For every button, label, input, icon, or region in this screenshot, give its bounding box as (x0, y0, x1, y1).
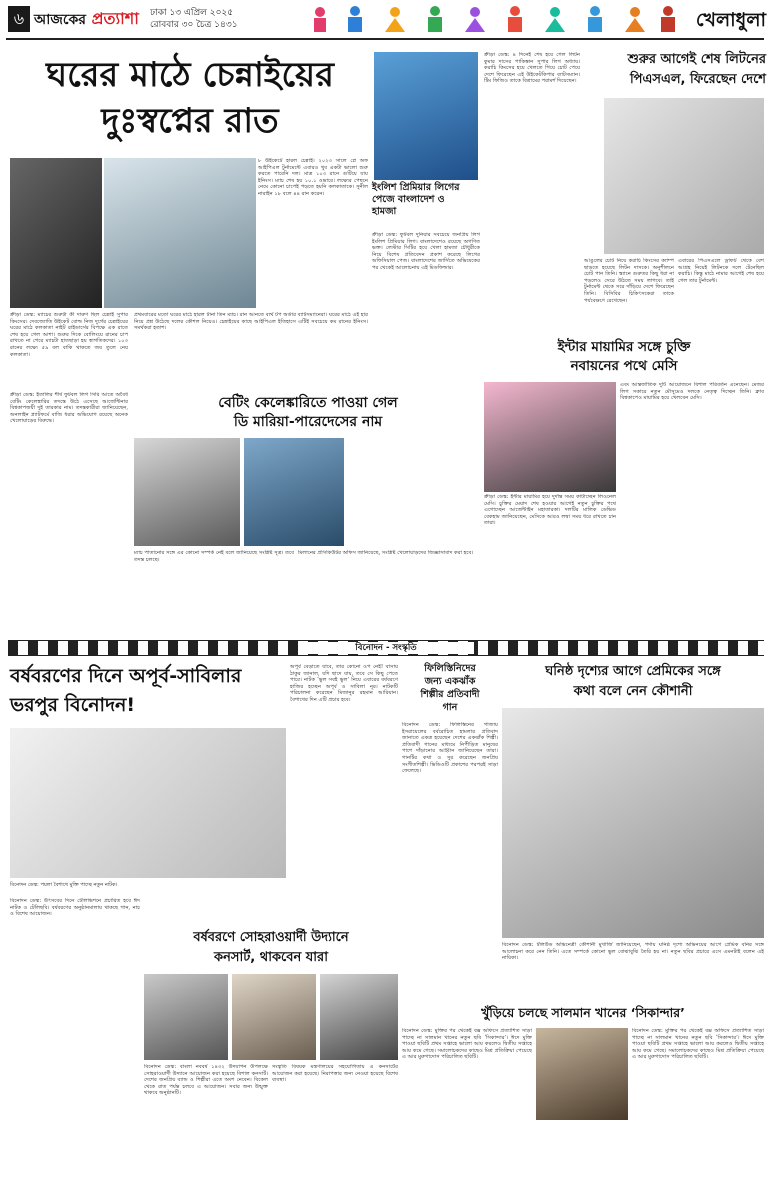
palestine-body: বিনোদন ডেস্ক: ফিলিস্তিনের গাজায় ইসরায়েলের বর্বরোচিত হামলার প্রতিবাদ জানাতে একত্র হয়েছেন দেশের একঝাঁক শিল্পী। প্রতিবাদী গানের মাধ্যমে নিপীড়িত মানুষের পাশে দাঁড়ানোর আহ্বান জানিয়েছেন তারা। গানটির কথা ও সুর করেছেন জনপ্রিয় সংগীতশিল্পী। ভিডিওটি প্রকাশের পরপরই সাড়া ফেলেছে। (402, 722, 498, 775)
liton-photo (604, 98, 764, 254)
koushani-headline-line-2: কথা বলে নেন কৌশানী (573, 684, 693, 699)
palestine-headline-line-1: ফিলিস্তিনিদের (424, 663, 476, 674)
apurba-sabila-photo (10, 728, 286, 878)
hamza-photo (374, 52, 478, 180)
sikandar-headline: খুঁড়িয়ে চলছে সালমান খানের ‘সিকান্দার’ (481, 1005, 685, 1020)
epl-body: ক্রীড়া ডেস্ক: ফুটবল দুনিয়ার সবচেয়ে জনপ্রিয় লিগ ইংলিশ প্রিমিয়ার লিগ। বাংলাদেশেও রয়েছে অগণিত ভক্ত। লেস্টার সিটির হয়ে খেলা হামজা চৌধুরীকে নিয়ে বিশেষ প্রতিবেদন প্রকাশ করেছে লিগের অফিসিয়াল পেজ। বাংলাদেশের জার্সিতে অভিষেকের পর থেকেই আলোচনায় এই মিডফিল্ডার। (372, 232, 480, 271)
palestine-headline-line-2: জন্য একঝাঁক (424, 676, 476, 687)
page-number: ৬ (13, 9, 25, 28)
masthead (0, 0, 770, 42)
liton-body: আঙুলের চোট নিয়ে করাচি কিংসের ক্যাম্প ছাড়তে হয়েছে লিটন দাসকে। অনুশীলনে চোট পান তিনি। স্ক্যানে গুরুতর কিছু ধরা না পড়লেও সেরে উঠতে সময় লাগবে। তাই টুর্নামেন্ট থেকে সরে দাঁড়িয়ে দেশে ফিরেছেন তিনি। বিসিবির চিকিৎসকেরা তাকে পর্যবেক্ষণে রেখেছেন। (584, 258, 674, 304)
messi-body-2: এবং আন্তর্জাতিক দুটি আয়োজনে বিশাল পরিবর্তন এনেছেন। মেজর লিগ সকারে নতুন মৌসুমেও দলকে নেতৃত্ব দিচ্ছেন তিনি। ক্লাব বিশ্বকাপেও মায়ামির হয়ে খেলবেন মেসি। (620, 382, 764, 402)
date-line-1: ঢাকা ১৩ এপ্রিল ২০২৫ (150, 8, 234, 18)
date-line-2: রোববার ৩০ চৈত্র ১৪৩১ (150, 20, 238, 30)
concert-artist-photo-2 (232, 974, 316, 1060)
koushani-body: বিনোদন ডেস্ক: টলিউড অভিনেত্রী কৌশানী মুখার্জি জানিয়েছেন, পর্দায় ঘনিষ্ঠ দৃশ্যে অভিনয়ের আগে প্রেমিক বনির সঙ্গে আলোচনা করে নেন তিনি। এতে সম্পর্কে কোনো ভুল বোঝাবুঝি তৈরি হয় না। নতুন ছবির প্রচারে এসে এমনটাই বলেন এই নায়িকা। (502, 942, 764, 962)
paper-logo (34, 6, 144, 32)
palestine-headline-line-3: শিল্পীর প্রতিবাদী (420, 689, 480, 700)
salman-khan-photo (536, 1028, 628, 1120)
concert-artist-photo-3 (320, 974, 398, 1060)
epl-headline-line-1: ইংলিশ প্রিমিয়ার লিগের (372, 182, 460, 193)
koushani-headline-line-1: ঘনিষ্ঠ দৃশ্যের আগে প্রেমিকের সঙ্গে (545, 664, 721, 679)
liton-headline-line-1: শুরুর আগেই শেষ লিটনের (627, 52, 766, 67)
messi-headline-line-1: ইন্টার মায়ামির সঙ্গে চুক্তি (557, 339, 691, 355)
sikandar-body: বিনোদন ডেস্ক: মুক্তির পর থেকেই বক্স অফিসে প্রত্যাশিত সাড়া পাচ্ছে না সালমান খানের নতুন ছবি ‘সিকান্দার’। ঈদে মুক্তি পাওয়া ছবিটি প্রথম সপ্তাহে ভালো আয় করলেও দ্বিতীয় সপ্তাহে আয় কমে গেছে। সমালোচকদের কাছেও মিশ্র প্রতিক্রিয়া পেয়েছে এ আর মুরুগাদোস পরিচালিত ছবিটি। (402, 1028, 532, 1061)
sports-silhouettes-graphic (300, 2, 680, 36)
liton-headline (582, 50, 766, 96)
dimaria-paredes-photo (134, 438, 240, 546)
koushani-headline (502, 662, 764, 704)
section-title: খেলাধুলা (695, 9, 766, 31)
messi-body: ক্রীড়া ডেস্ক: ইন্টার মায়ামির হয়ে দুর্দান্ত সময় কাটাচ্ছেন লিওনেল মেসি। চুক্তির মেয়াদ শেষ হওয়ার আগেই নতুন চুক্তির পথে এগোচ্ছেন আর্জেন্টাইন মহাতারকা। দলটির মালিক ডেভিড বেকহাম জানিয়েছেন, মেসিকে আরও লম্বা সময় ধরে রাখতে চান তারা। (484, 494, 616, 527)
players-photo (244, 438, 344, 546)
lead-col2: ৮ উইকেটে হারল চেন্নাই। ২০২৩ সালে প্লে অফ আইপিএল টুর্নামেন্টে এবারও খুব একটা ভালো শুরু করতে পারেনি দল। মাত্র ১০৩ রানে গুটিয়ে যায় ইনিংস। ম্যাচ শেষ হয় ১০.১ ওভারে। লক্ষ্যের পেছনে নেমে কোনো চাপেই পড়তে হয়নি কলকাতাকে। সুনীল নারাইন ১৮ বলে ৪৪ রান করেন। (258, 158, 368, 197)
betting-col2: ম্যাচ পাতানোর সঙ্গে এর কোনো সম্পর্ক নেই বলে জানিয়েছে সংশ্লিষ্ট সূত্র। তবে তদন্ত চলছে। (134, 550, 294, 563)
liton-body-left: ক্রীড়া ডেস্ক: ৪ দিনেই শেষ হয়ে গেল লিটন কুমার দাসের পাকিস্তান সুপার লিগ অধ্যায়। করাচি কিংসের হয়ে খেলতে গিয়ে চোট পেয়ে দেশে ফিরেছেন এই উইকেটকিপার ব্যাটসম্যান। টিম ফিজিও তাকে বিশ্রামের পরামর্শ দিয়েছেন। (484, 52, 580, 85)
lead-headline-line-2: দুঃস্বপ্নের রাত (101, 101, 279, 141)
date-block (150, 7, 260, 33)
lead-headline-line-1: ঘরের মাঠে চেন্নাইয়ের (46, 55, 334, 95)
betting-headline (134, 394, 482, 434)
betting-headline-line-2: ডি মারিয়া-পারেদেসের নাম (233, 414, 383, 430)
betting-col3: মিলানের প্রসিকিউটর অফিস জানিয়েছে, সংশ্লিষ্ট খেলোয়াড়দের জিজ্ঞাসাবাদ করা হবে। (298, 550, 474, 556)
concert-body-2: সংস্কৃতি বিষয়ক মন্ত্রণালয়ের সহযোগিতায় এ কনসার্টের আয়োজন করা হয়েছে। নিরাপত্তার জন্য নেওয়া হয়েছে বিশেষ ব্যবস্থা। (272, 1064, 398, 1084)
concert-headline-line-1: বর্ষবরণে সোহরাওয়ার্দী উদ্যানে (193, 930, 349, 945)
epl-headline (372, 182, 480, 232)
sabila-body-2: বিনোদন ডেস্ক: উৎসবের দিনে টেলিভিশনে প্রচারিত হবে ঈদ নাটক ও টেলিছবি। বর্ষবরণের অনুষ্ঠানমালায় থাকছে গান, নাচ ও বিশেষ আয়োজন। (10, 898, 140, 918)
palestine-headline-line-4: গান (442, 702, 458, 713)
concert-body: বিনোদন ডেস্ক: বাংলা নববর্ষ ১৪৩২ উদযাপন উপলক্ষে সোহরাওয়ার্দী উদ্যানে আয়োজন করা হয়েছে বিশাল কনসার্ট। দেশের জনপ্রিয় ব্যান্ড ও শিল্পীরা এতে অংশ নেবেন। বিকেল থেকে রাত পর্যন্ত চলবে এ আয়োজন। সবার জন্য উন্মুক্ত থাকবে অনুষ্ঠানটি। (144, 1064, 268, 1097)
paper-name-a: আজকের (34, 12, 86, 28)
lead-headline (10, 52, 370, 152)
sabila-headline-line-1: বর্ষবরণের দিনে অপূর্ব-সাবিলার (10, 665, 242, 687)
liton-body-2: এবারের পিএসএলে ড্রাফট থেকে বেশ আগ্রহ নিয়েই লিটনকে দলে টেনেছিল করাচি। কিন্তু মাঠে নামার আগেই শেষ হয়ে গেল তার টুর্নামেন্ট। (678, 258, 764, 284)
koushani-photo (502, 708, 764, 938)
sabila-body: অপূর্ব বেড়াতে যাবে, তার কোনো ওপ নেই! বাসায় ঠাকুর জানাল, যদি ছাদে যায়, তবে সে কিছু পেতে পারে। নাটক ‘ভুল সবই ভুল’ নিয়ে এবারের বর্ষবরণে হাজির হচ্ছেন অপূর্ব ও সাবিলা নূর। নাটকটি পরিচালনা করেছেন মিজানুর রহমান আরিয়ান। বৈশাখের দিন এটি প্রচার হবে। (290, 664, 398, 703)
palestine-headline (402, 662, 498, 720)
messi-headline (484, 338, 764, 378)
concert-artist-photo-1 (144, 974, 228, 1060)
sabila-caption: বিনোদন ডেস্ক: পয়লা বৈশাখে মুক্তি পাচ্ছে নতুন নাটক। (10, 882, 118, 888)
lead-col1: ক্রীড়া ডেস্ক: ম্যাচের শুরুটা কী দারুণ ছিল চেন্নাই সুপার কিংসের। দেবজ্যোতি উইকেট বোল্ড নিজ দুর্গের চেন্নাইয়ের ঘরের মাঠে কলকাতা নাইট রাইডার্সের বিপক্ষে এক রাতে শেষ হয়ে গেল আশা। শুরুর দিকে বোলিংয়ে রানের চাপ রাখতে না পেরে ম্যাচটা হাতছাড়া হয় স্বাগতিকদের। ১০৩ রানের লক্ষ্যে ৫৯ বল বাকি থাকতে জয় তুলে নেয় কলকাতা। (10, 312, 128, 358)
banner-label-box (298, 642, 474, 654)
page-number-box (8, 6, 30, 32)
sabila-headline-line-2: ভরপুর বিনোদন! (10, 694, 136, 716)
lead-photo-cricket-fielder (10, 158, 102, 308)
messi-photo (484, 382, 616, 492)
masthead-rule (6, 38, 764, 40)
entertainment-banner (8, 640, 764, 656)
messi-headline-line-2: নবায়নের পথে মেসি (570, 358, 678, 374)
epl-headline-line-3: হামজা (372, 206, 397, 217)
betting-headline-line-1: বেটিং কেলেঙ্কারিতে পাওয়া গেল (218, 395, 398, 411)
betting-col1: ক্রীড়া ডেস্ক: ইতালির শীর্ষ ফুটবল লিগ সিরি আতে অবৈধ বেটিং কেলেঙ্কারির তদন্তে উঠে এসেছে আর্জেন্টিনার বিশ্বকাপজয়ী দুই তারকার নাম। তদন্তকারীরা জানিয়েছেন, অনলাইন প্ল্যাটফর্মে বাজি ধরার অভিযোগ রয়েছে অনেক খেলোয়াড়ের বিরুদ্ধে। (10, 392, 128, 425)
epl-headline-line-2: পেজে বাংলাদেশ ও (372, 194, 445, 205)
lead-col3: প্রথমবারের মতো ঘরের মাঠে হারল টানা তিন ম্যাচ। রান আনতে ব্যর্থ টপ অর্ডার ব্যাটসম্যানেরা। ঘরের মাঠে এই হার নিয়ে প্রশ্ন উঠেছে দলের কৌশল নিয়েও। চেন্নাইয়ের কাছে আইপিএল ইতিহাসে এটিই সবচেয়ে কম রানের ইনিংস। সমর্থকরা হতাশ। (134, 312, 368, 332)
athletes-strip-icon (314, 6, 675, 32)
banner-label: বিনোদন - সংস্কৃতি (355, 643, 417, 653)
paper-name-b: প্রত্যাশা (91, 9, 139, 28)
concert-headline (144, 928, 398, 970)
sikandar-body-2: বিনোদন ডেস্ক: মুক্তির পর থেকেই বক্স অফিসে প্রত্যাশিত সাড়া পাচ্ছে না সালমান খানের নতুন ছবি ‘সিকান্দার’। ঈদে মুক্তি পাওয়া ছবিটি প্রথম সপ্তাহে ভালো আয় করলেও দ্বিতীয় সপ্তাহে আয় কমে গেছে। সমালোচকদের কাছেও মিশ্র প্রতিক্রিয়া পেয়েছে এ আর মুরুগাদোস পরিচালিত ছবিটি। (632, 1028, 764, 1061)
liton-headline-line-2: পিএসএল, ফিরেছেন দেশে (629, 72, 766, 87)
lead-photo-cricket-batsman (104, 158, 256, 308)
concert-headline-line-2: কনসার্ট, থাকবেন যারা (214, 950, 328, 965)
